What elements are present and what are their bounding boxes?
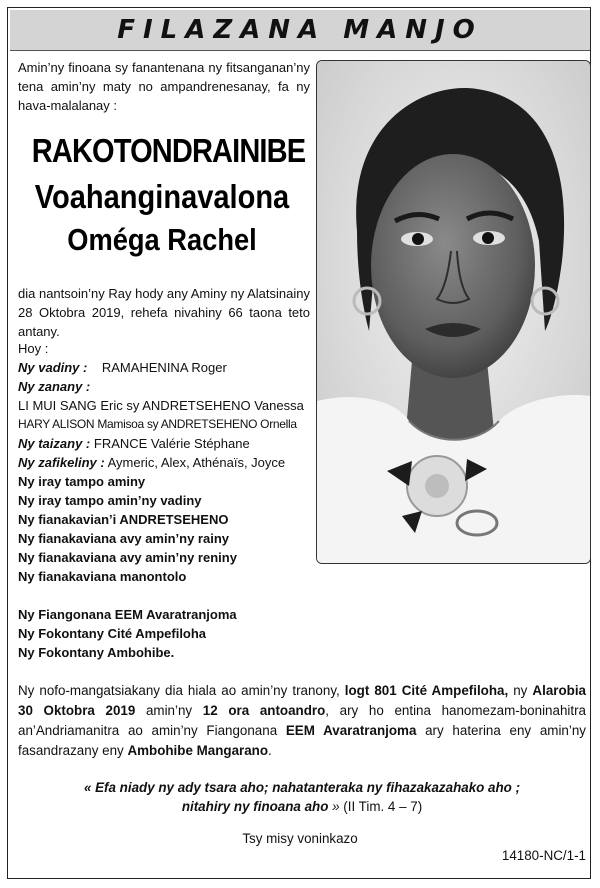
grandchildren-line [18,453,310,472]
grandchildren-names: Aymeric, Alex, Athénaïs, Joyce [107,455,286,470]
spacer [18,586,310,605]
relative-line: Ny fianakaviana avy amin’ny reniny [18,550,237,565]
quote-text-2: nitahiry ny finoana aho [181,799,329,814]
children-line-1: LI MUI SANG Eric sy ANDRETSEHENO Vanessa [18,398,304,413]
deceased-surname: RAKOTONDRAINIBE [31,132,306,169]
grandchildren-label: Ny zafikeliny : [18,455,105,470]
relative-line: Ny fianakaviana manontolo [18,569,187,584]
portrait-illustration [317,61,590,563]
foster-label: Ny taizany : [18,436,91,451]
funeral-text: ary haterina eny amin’ny fasandrazany eny [18,723,586,758]
funeral-date: Alarobia 30 Oktobra 2019 [18,683,586,718]
death-notice: dia nantsoin’ny Ray hody any Aminy ny Alatsinainy 28 Oktobra 2019, rehefa nivahiny 66 taona teto antany. [18,286,310,339]
relative-line: Ny iray tampo amin’ny vadiny [18,493,202,508]
community-line: Ny Fiangonana EEM Avaratranjoma [18,607,237,622]
quote-open: « [83,780,96,795]
funeral-text: ny [508,683,533,698]
foster-name: FRANCE Valérie Stéphane [93,436,250,451]
spouse-name: RAMAHENINA Roger [101,360,227,375]
reference-code: 14180-NC/1-1 [501,848,586,863]
intro-text: Amin’ny finoana sy fanantenana ny fitsanganan’ny tena amin’ny maty no ampandrenesanay, fa ny hava-malalanay : [18,60,310,113]
funeral-text: . [268,743,272,758]
relative-line: Ny fianakavian’i ANDRETSEHENO [18,512,229,527]
funeral-text: Ny nofo-mangatsiakany dia hiala ao amin’ny tranony, [18,683,345,698]
bible-quote [18,778,586,816]
spouse-line [18,358,310,377]
funeral-text: amin’ny [135,703,203,718]
no-flowers-note: Tsy misy voninkazo [242,831,358,846]
quote-text-1: Efa niady ny ady tsara aho; nahatanteraka ny fihazakazahako aho ; [95,780,521,795]
notice-title: FILAZANA MANJO [117,15,483,45]
portrait-photo [316,60,591,564]
funeral-church: EEM Avaratranjoma [285,723,417,738]
deceased-given-name-2: Oméga Rachel [67,222,257,257]
relative-line: Ny iray tampo aminy [18,474,146,489]
relative-line: Ny fianakaviana avy amin’ny rainy [18,531,229,546]
children-label: Ny zanany : [18,379,91,394]
funeral-details [18,681,586,761]
quote-close: » [328,799,344,814]
spouse-label: Ny vadiny : [18,360,88,375]
quote-reference: (II Tim. 4 – 7) [343,799,423,814]
deceased-given-name-1: Voahanginavalona [34,178,290,215]
community-line: Ny Fokontany Cité Ampefiloha [18,626,207,641]
hoy-label: Hoy : [18,341,49,356]
notice-header [10,10,590,51]
children-line-2: HARY ALISON Mamisoa sy ANDRETSEHENO Ornella [18,417,297,431]
community-line: Ny Fokontany Ambohibe. [18,645,175,660]
funeral-address: logt 801 Cité Ampefiloha, [344,683,509,698]
quote-line-2 [18,797,586,816]
family-list [18,339,310,662]
foster-line [18,434,310,453]
funeral-text: , ary ho entina hanomezam-boninahitra an’Andriamanitra ao amin’ny Fiangonana [18,703,586,738]
funeral-time: 12 ora antoandro [202,703,326,718]
quote-line-1 [18,778,586,797]
funeral-cemetery: Ambohibe Mangarano [127,743,269,758]
